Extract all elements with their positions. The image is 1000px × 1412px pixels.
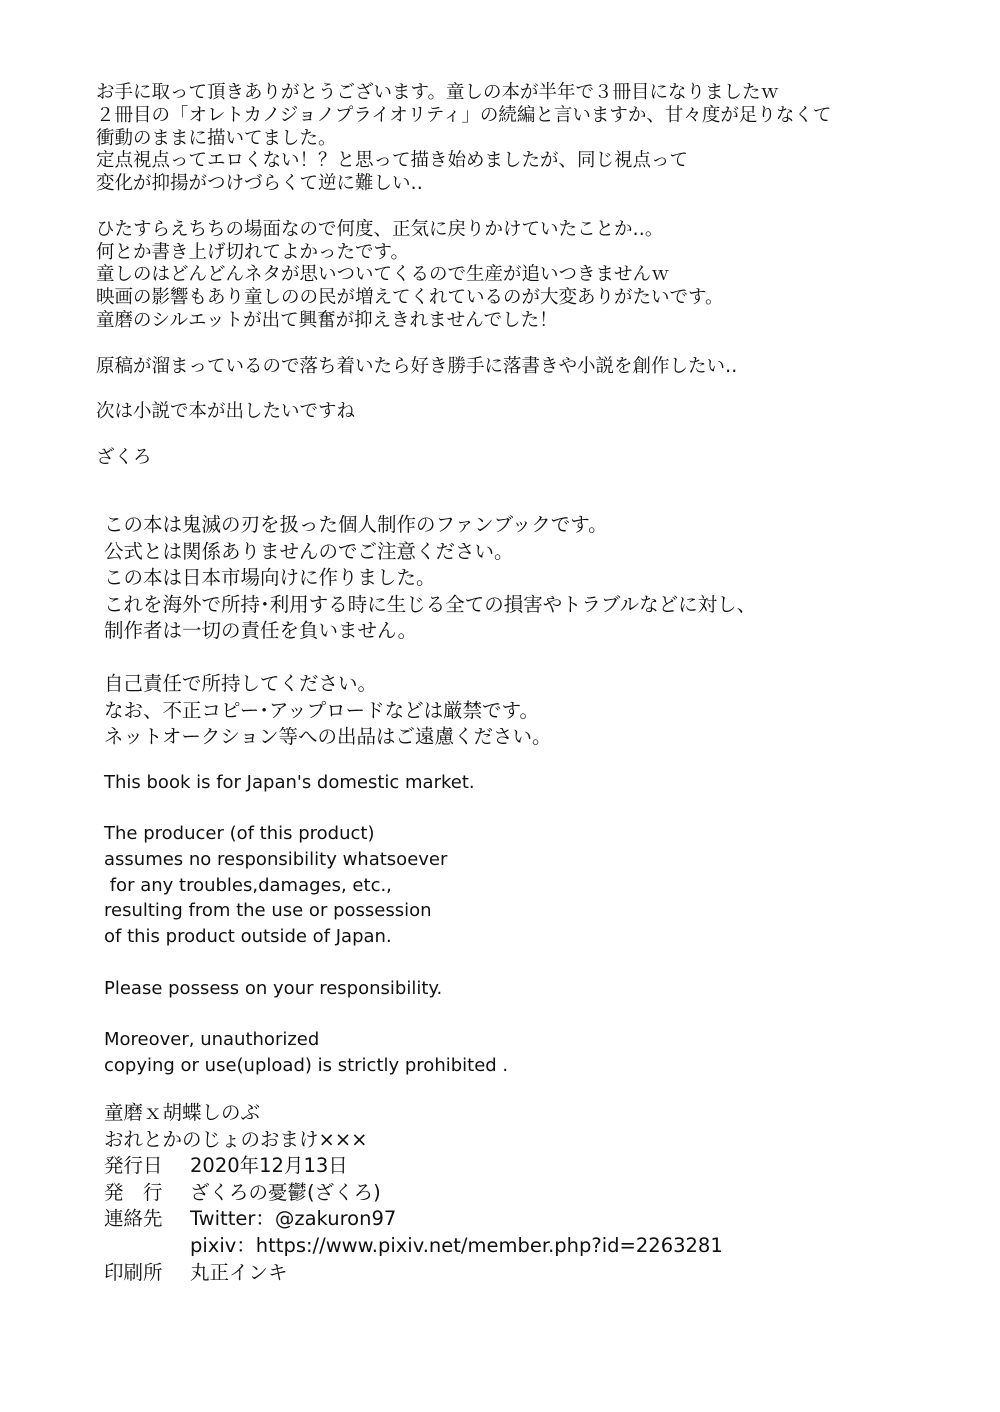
notice-line: なお、不正コピー･アップロードなどは厳禁です。 [104, 698, 540, 722]
colophon-label [104, 1233, 190, 1260]
notice-paragraph-1 [104, 512, 756, 645]
afterword-signature [96, 447, 831, 470]
english-line: copying or use(upload) is strictly prohibited . [104, 1054, 509, 1076]
colophon-value: 丸正インキ [190, 1260, 288, 1284]
english-line: Please possess on your responsibility. [104, 977, 443, 999]
paragraph-spacer [96, 378, 831, 401]
afterword-line: 定点視点ってエロくない！？と思って描き始めましたが、同じ視点って [96, 150, 689, 172]
colophon-row-publisher [104, 1180, 723, 1207]
colophon-value: ざくろの憂鬱(ざくろ) [190, 1180, 381, 1204]
afterword-line: 衝動のままに描いてました。 [96, 127, 337, 149]
afterword-line: 童磨のシルエットが出て興奮が抑えきれませんでした！ [96, 309, 558, 331]
colophon-pairing: 童磨ｘ胡蝶しのぶ [104, 1101, 261, 1124]
afterword-paragraph-4 [96, 401, 831, 424]
colophon-label: 印刷所 [104, 1260, 163, 1284]
english-line: assumes no responsibility whatsoever [104, 849, 448, 871]
paragraph-spacer [96, 424, 831, 447]
afterword-line: 原稿が溜まっているので落ち着いたら好き勝手に落書きや小説を創作したい‥ [96, 355, 738, 377]
afterword-paragraph-1 [96, 82, 831, 196]
english-line: of this product outside of Japan. [104, 926, 392, 948]
colophon-value: Twitter：@zakuron97 [190, 1207, 397, 1231]
notice-line: この本は鬼滅の刃を扱った個人制作のファンブックです。 [104, 513, 608, 536]
english-paragraph-3 [104, 976, 508, 1002]
english-paragraph-1 [104, 770, 508, 796]
english-line: This book is for Japan's domestic market. [104, 772, 475, 793]
colophon-label: 発 行 [104, 1180, 163, 1204]
paragraph-spacer [104, 950, 508, 976]
colophon-book-title: おれとかのじょのおまけ××× [104, 1127, 368, 1151]
afterword-line: 映画の影響もあり童しのの民が増えてくれているのが大変ありがたいです。 [96, 287, 724, 309]
afterword-line: 何とか書き上げ切れてよかったです。 [96, 241, 410, 263]
colophon-title-line-2 [104, 1127, 723, 1154]
afterword-paragraph-2 [96, 219, 831, 333]
afterword-line: 次は小説で本が出したいですね [96, 401, 356, 423]
paragraph-spacer [96, 196, 831, 219]
afterword-line: ひたすらえちちの場面なので何度、正気に戻りかけていたことか‥。 [96, 218, 664, 240]
afterword-line: 変化が抑揚がつけづらくて逆に難しい‥ [96, 173, 423, 195]
afterword-line: お手に取って頂きありがとうございます。童しの本が半年で３冊目になりましたｗ [96, 82, 780, 103]
paragraph-spacer [96, 333, 831, 356]
english-line: for any troubles,damages, etc., [104, 874, 392, 896]
paragraph-spacer [104, 796, 508, 822]
english-paragraph-2 [104, 821, 508, 949]
colophon-value: pixiv：https://www.pixiv.net/member.php?id=2263281 [190, 1233, 723, 1257]
notice-line: これを海外で所持･利用する時に生じる全ての損害やトラブルなどに対し、 [104, 592, 757, 616]
colophon-row-release-date [104, 1153, 723, 1180]
afterword-paragraph-3 [96, 356, 831, 379]
paragraph-spacer [104, 645, 756, 672]
fanbook-notice-section [104, 512, 756, 751]
notice-line: 自己責任で所持してください。 [104, 672, 378, 695]
english-line: The producer (of this product) [104, 823, 375, 845]
english-line: Moreover, unauthorized [104, 1028, 320, 1050]
colophon-row-contact-pixiv [104, 1233, 723, 1260]
colophon-row-contact-twitter [104, 1206, 723, 1233]
notice-line: 公式とは関係ありませんのでご注意ください。 [104, 539, 514, 563]
afterword-line: ２冊目の「オレトカノジョノプライオリティ」の続編と言いますか、甘々度が足りなくて [96, 104, 832, 126]
colophon-section [104, 1100, 723, 1286]
english-notice-section [104, 770, 508, 1078]
notice-line: ネットオークション等への出品はご遠慮ください。 [104, 725, 552, 748]
colophon-title-line-1 [104, 1100, 723, 1127]
notice-paragraph-2 [104, 671, 756, 751]
colophon-label: 連絡先 [104, 1207, 163, 1231]
afterword-line: 童しのはどんどんネタが思いついてくるので生産が追いつきませんｗ [96, 264, 670, 286]
colophon-row-printer [104, 1260, 723, 1287]
afterword-section [96, 82, 831, 470]
english-line: resulting from the use or possession [104, 900, 432, 922]
notice-line: この本は日本市場向けに作りました。 [104, 566, 436, 589]
colophon-label: 発行日 [104, 1154, 163, 1178]
author-signature: ざくろ [96, 446, 152, 468]
colophon-value: 2020年12月13日 [190, 1154, 348, 1178]
notice-line: 制作者は一切の責任を負いません。 [104, 619, 418, 642]
paragraph-spacer [104, 1001, 508, 1027]
english-paragraph-4 [104, 1027, 508, 1078]
